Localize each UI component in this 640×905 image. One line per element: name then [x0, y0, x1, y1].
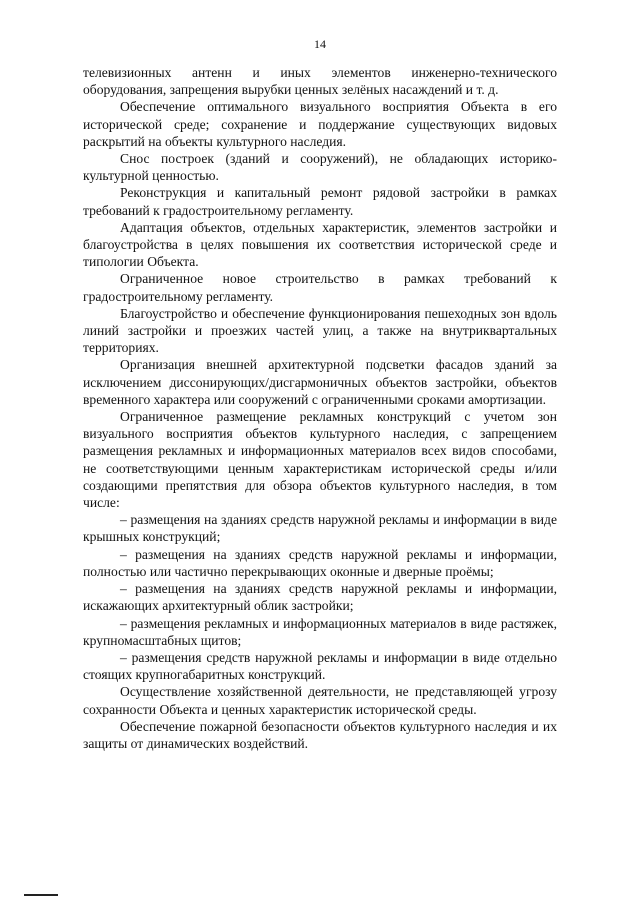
page-number: 14 [314, 37, 326, 51]
paragraph: телевизионных антенн и иных элементов инженерно-технического оборудования, запрещения вырубки ценных зелёных насаждений и т. д. [83, 65, 557, 98]
paragraph: Ограниченное размещение рекламных конструкций с учетом зон визуального восприятия объектов культурного наследия, с запрещением размещения рекламных и информационных материалов всех видов способами, не соответствующими ценным характеристикам исторической среды и/или создающими препятствия для обзора объектов культурного наследия, в том числе: [83, 409, 557, 511]
paragraph: Обеспечение оптимального визуального восприятия Объекта в его исторической среде; сохранение и поддержание существующих видовых раскрытий на объекты культурного наследия. [83, 99, 557, 149]
scan-corner-mark [24, 894, 58, 896]
paragraph: Осуществление хозяйственной деятельности, не представляющей угрозу сохранности Объекта и ценных характеристик исторической среды. [83, 684, 557, 717]
paragraph: Благоустройство и обеспечение функционирования пешеходных зон вдоль линий застройки и проезжих частей улиц, а также на внутриквартальных территориях. [83, 305, 557, 356]
paragraph: Организация внешней архитектурной подсветки фасадов зданий за исключением диссонирующих/дисгармоничных объектов застройки, объектов временного характера или сооружений с ограниченными сроками амортизации. [83, 357, 557, 407]
paragraph: Адаптация объектов, отдельных характеристик, элементов застройки и благоустройства в целях повышения их соответствия исторической среде и типологии Объекта. [83, 219, 557, 270]
paragraph: Снос построек (зданий и сооружений), не обладающих историко-культурной ценностью. [83, 151, 557, 184]
paragraph: Реконструкция и капитальный ремонт рядовой застройки в рамках требований к градостроительному регламенту. [83, 185, 557, 218]
list-item: – размещения на зданиях средств наружной рекламы и информации, искажающих архитектурный облик застройки; [83, 581, 557, 614]
list-item: – размещения рекламных и информационных материалов в виде растяжек, крупномасштабных щитов; [83, 615, 557, 648]
document-body [83, 64, 557, 752]
list-item: – размещения на зданиях средств наружной рекламы и информации, полностью или частично перекрывающих оконные и дверные проёмы; [83, 546, 557, 579]
paragraph: Ограниченное новое строительство в рамках требований к градостроительному регламенту. [83, 271, 557, 304]
paragraph: Обеспечение пожарной безопасности объектов культурного наследия и их защиты от динамических воздействий. [83, 718, 557, 751]
list-item: – размещения на зданиях средств наружной рекламы и информации в виде крышных конструкций; [83, 512, 557, 545]
list-item: – размещения средств наружной рекламы и информации в виде отдельно стоящих крупногабаритных конструкций. [83, 649, 557, 683]
